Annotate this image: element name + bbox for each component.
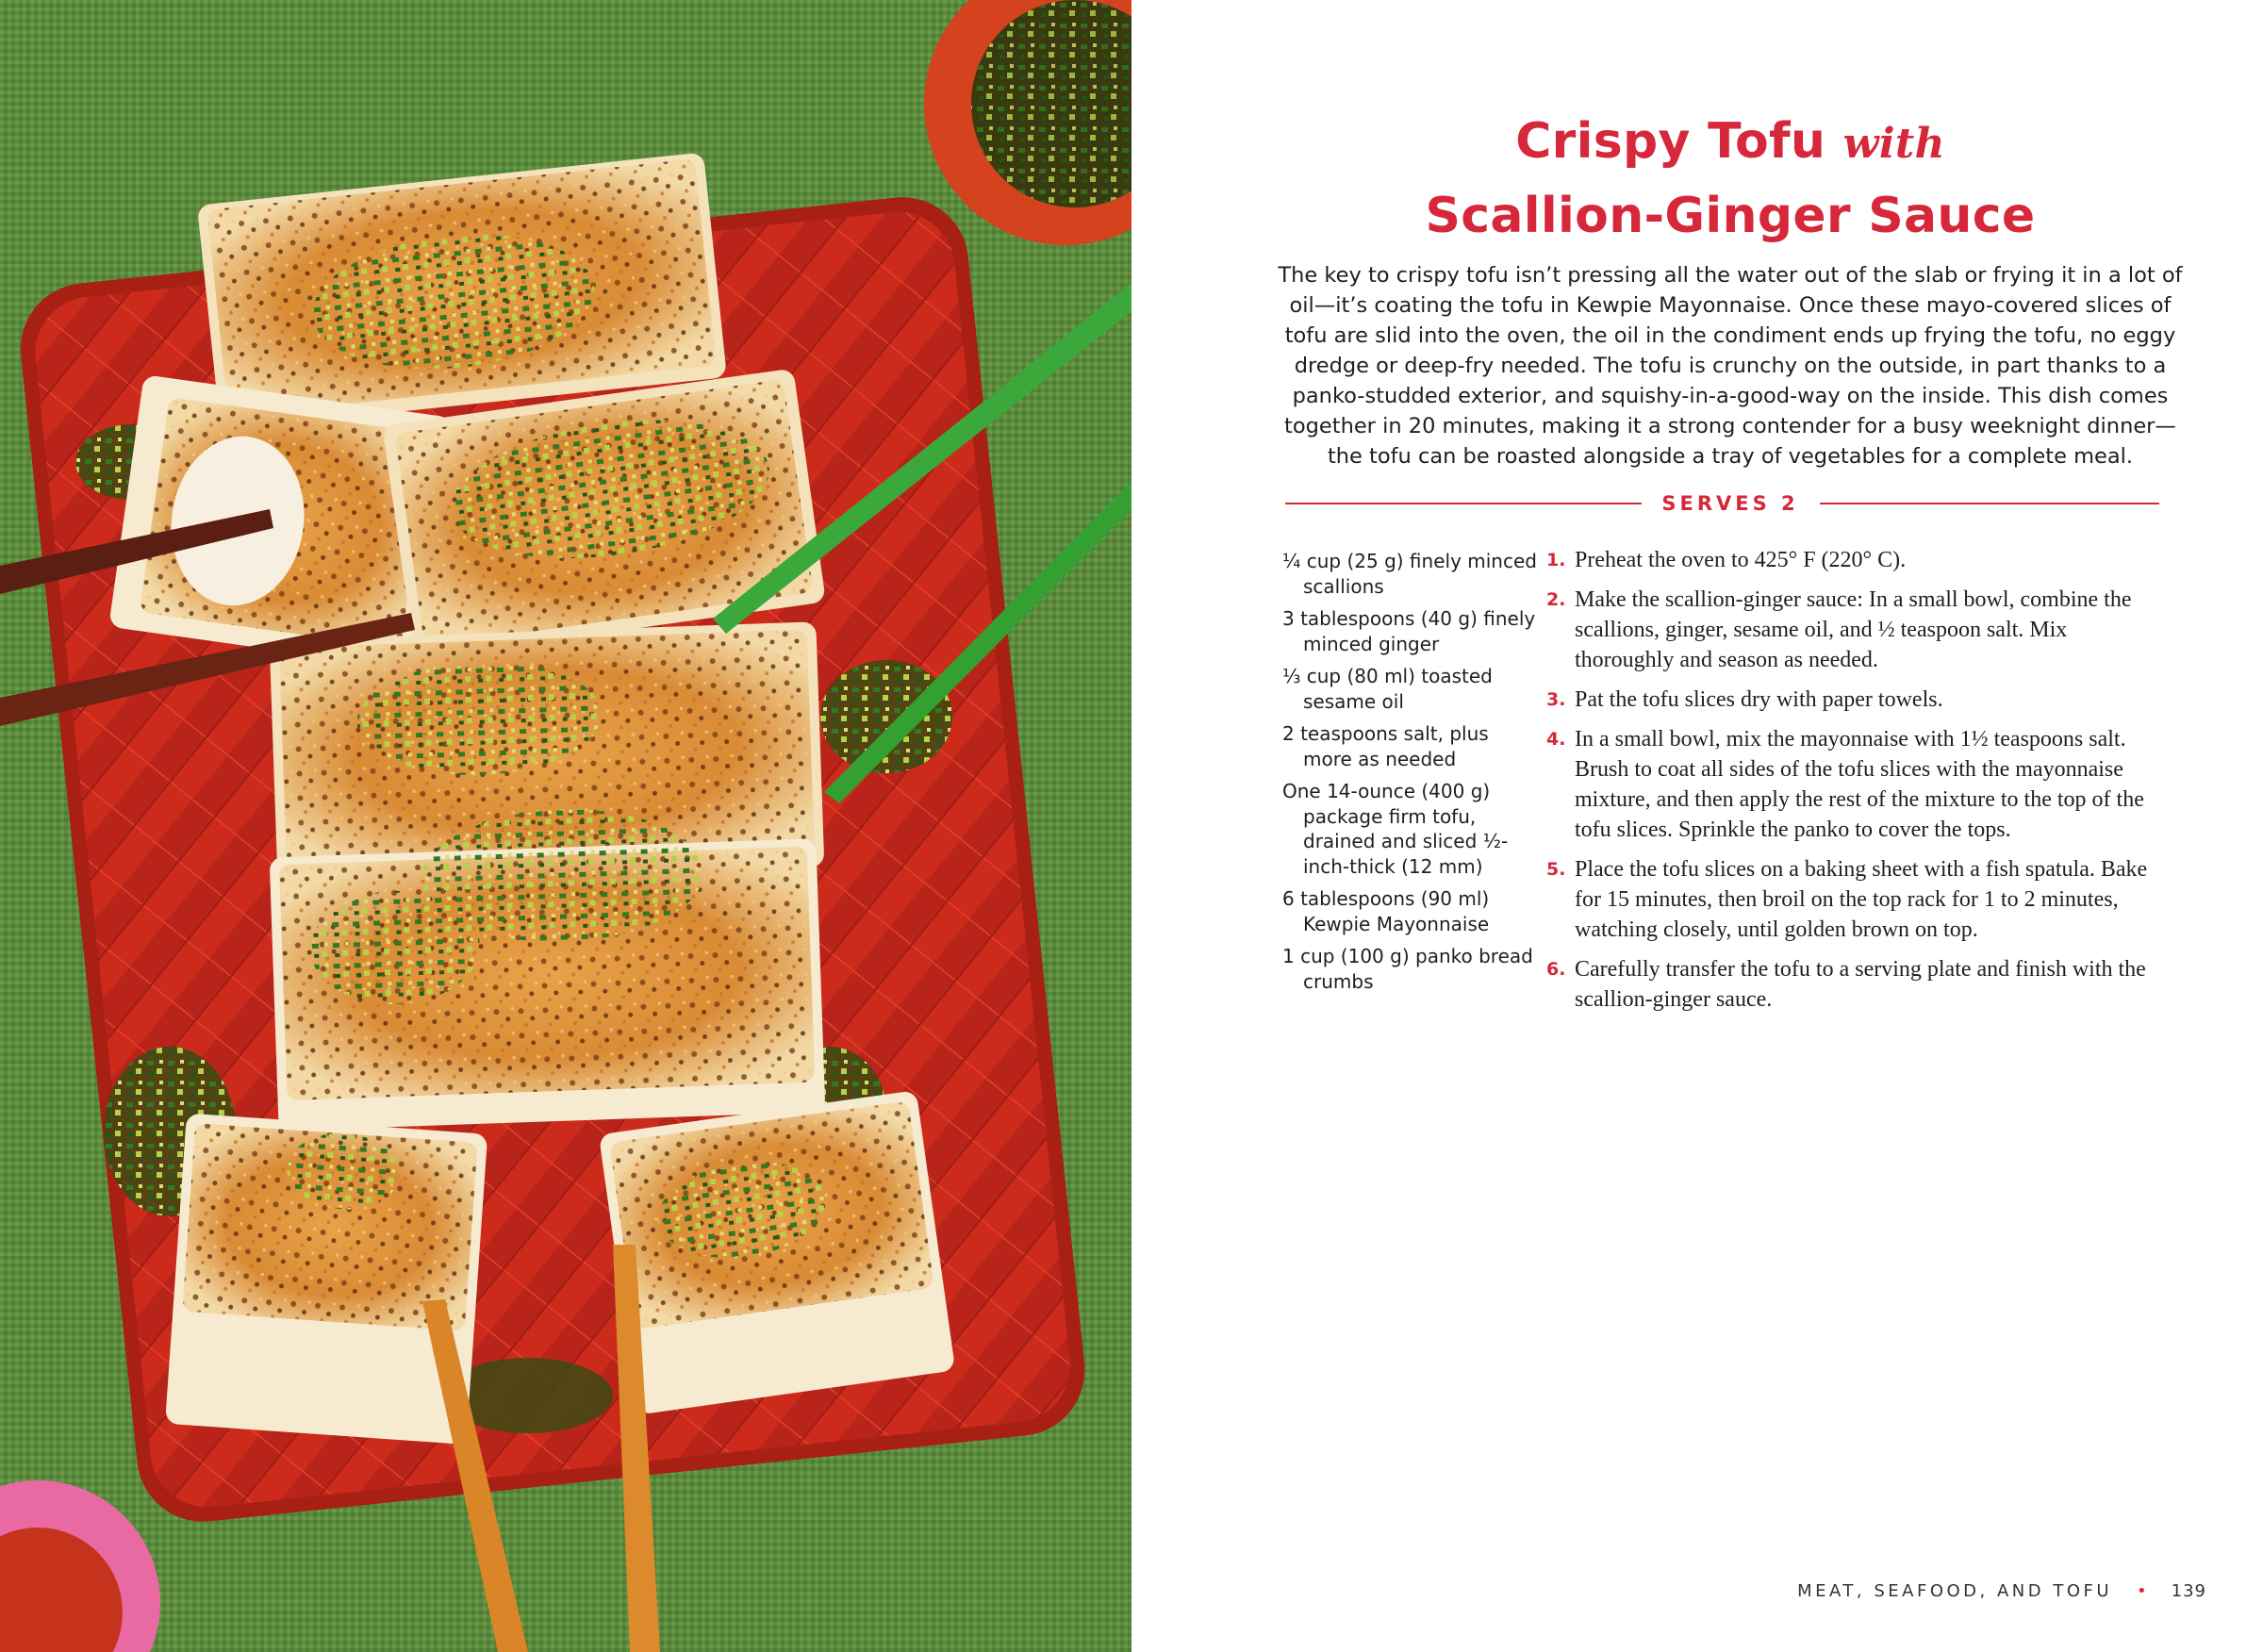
step-item: [1546, 545, 2164, 575]
step-number: 6.: [1546, 959, 1566, 980]
ingredient-item: ⅓ cup (80 ml) toasted sesame oil: [1282, 665, 1493, 713]
step-text: In a small bowl, mix the mayonnaise with 1½ teaspoons salt. Brush to coat all sides of the tofu slices with the mayonnaise mixture, and then apply the rest of the mixture to the top of the tofu slices. Sprinkle the panko to cover the tops.: [1575, 727, 2144, 842]
footer-section: MEAT, SEAFOOD, AND TOFU: [1797, 1581, 2113, 1601]
recipe-title-line2: Scallion-Ginger Sauce: [1425, 188, 2036, 244]
ingredient-list: [1282, 549, 1537, 1001]
ingredient-item: 1 cup (100 g) panko bread crumbs: [1282, 945, 1533, 993]
recipe-title-line1: [1259, 106, 2202, 180]
step-item: [1546, 954, 2164, 1015]
step-number: 3.: [1546, 689, 1566, 710]
step-list: [1546, 545, 2164, 1024]
step-text: Pat the tofu slices dry with paper towels.: [1575, 687, 1943, 712]
step-item: [1546, 685, 2164, 715]
serves-label: SERVES 2: [1661, 492, 1799, 515]
step-number: 5.: [1546, 859, 1566, 880]
ingredient-item: 2 teaspoons salt, plus more as needed: [1282, 722, 1489, 770]
ingredient-item: ¼ cup (25 g) finely minced scallions: [1282, 550, 1537, 598]
recipe-intro: The key to crispy tofu isn’t pressing all the water out of the slab or frying it in a lot of oil—it’s coating the tofu in Kewpie Mayonnaise. Once these mayo-covered slices of tofu are slid into the oven, the oil in the condiment ends up frying the tofu, no eggy dredge or deep-fry needed. The tofu is crunchy on the outside, in part thanks to a panko-studded exterior, and squishy-in-a-good-way on the inside. This dish comes together in 20 minutes, making it a strong contender for a busy weeknight dinner—the tofu can be roasted alongside a tray of vegetables for a complete meal.: [1278, 263, 2183, 469]
page-footer: [1797, 1581, 2206, 1601]
step-text: Place the tofu slices on a baking sheet with a fish spatula. Bake for 15 minutes, then broil on the top rack for 1 to 2 minutes, watching closely, until golden brown on top.: [1575, 857, 2148, 942]
step-number: 1.: [1546, 550, 1566, 570]
recipe-title: [1259, 106, 2202, 252]
serves-rule-left: [1285, 503, 1642, 504]
footer-bullet-icon: •: [2137, 1581, 2147, 1601]
step-text: Make the scallion-ginger sauce: In a small bowl, combine the scallions, ginger, sesame oil, and ½ teaspoon salt. Mix thoroughly and season as needed.: [1575, 587, 2132, 672]
step-item: [1546, 585, 2164, 675]
step-item: [1546, 854, 2164, 945]
step-text: Carefully transfer the tofu to a serving plate and finish with the scallion-ginger sauce.: [1575, 957, 2146, 1012]
recipe-title-with: with: [1842, 120, 1945, 168]
step-number: 4.: [1546, 729, 1566, 750]
page-number: 139: [2171, 1581, 2206, 1601]
serves-rule-right: [1820, 503, 2159, 504]
step-number: 2.: [1546, 589, 1566, 610]
step-item: [1546, 724, 2164, 845]
ingredient-item: 3 tablespoons (40 g) finely minced ginger: [1282, 607, 1536, 655]
ingredient-item: One 14-ounce (400 g) package firm tofu, drained and sliced ½-inch-thick (12 mm): [1282, 780, 1509, 878]
step-text: Preheat the oven to 425° F (220° C).: [1575, 548, 1907, 572]
recipe-title-main: Crispy Tofu: [1515, 113, 1826, 170]
ingredient-item: 6 tablespoons (90 ml) Kewpie Mayonnaise: [1282, 887, 1490, 935]
